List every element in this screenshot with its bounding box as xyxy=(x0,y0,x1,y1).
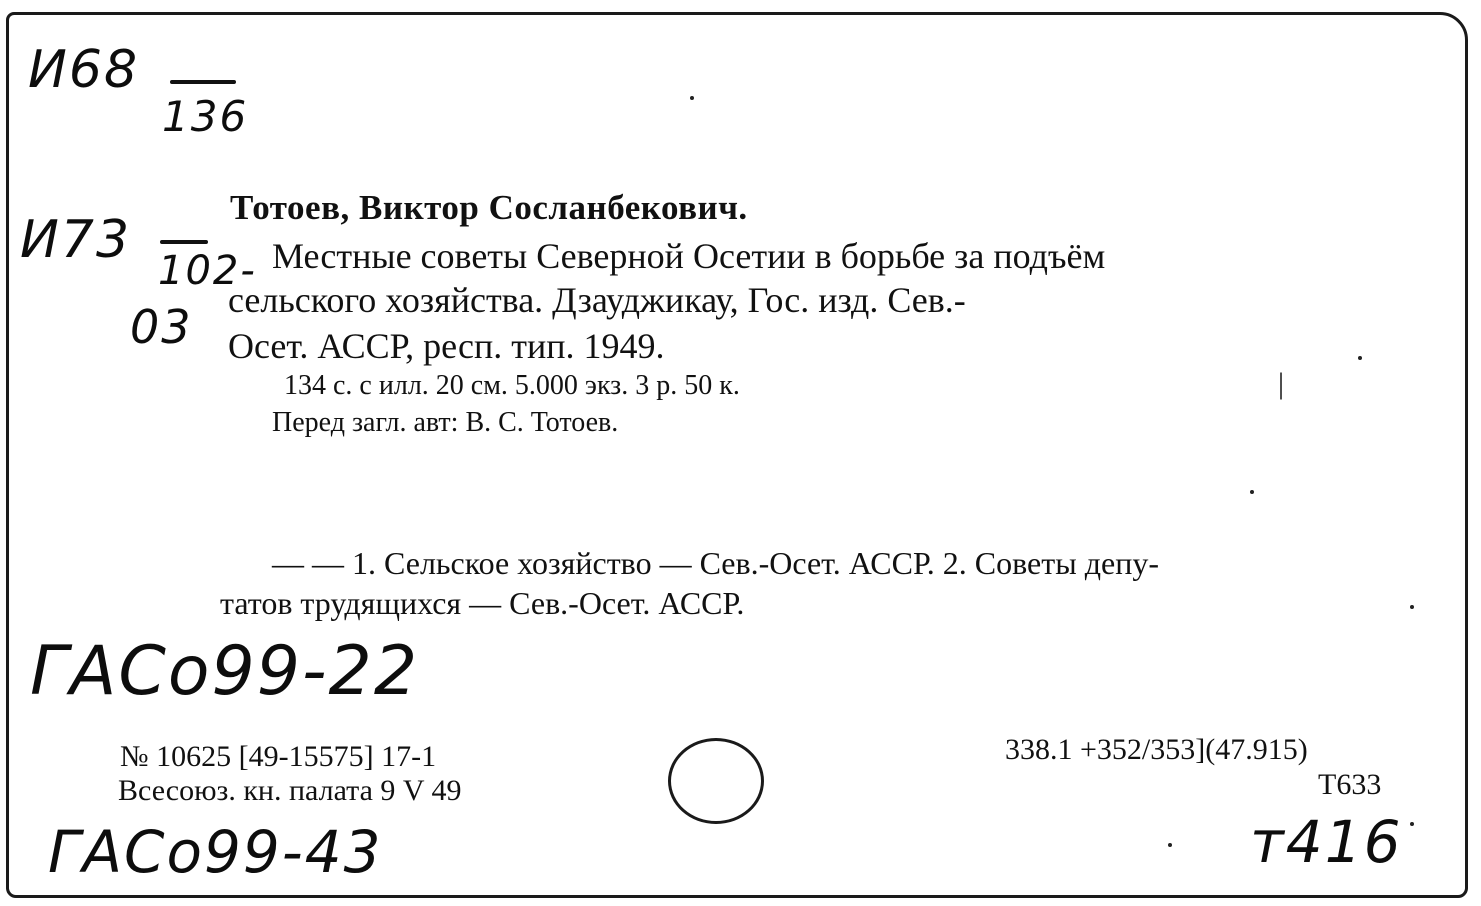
author-mark: Т633 xyxy=(1318,768,1382,801)
handwritten-inventory-number: т416 xyxy=(1250,808,1403,876)
tick-mark: | xyxy=(1278,367,1285,400)
book-chamber-line: Всесоюз. кн. палата 9 V 49 xyxy=(118,774,462,807)
stamp-circle xyxy=(668,738,764,824)
shelf-mark-2-rule xyxy=(160,240,208,244)
handwritten-shelf-mark-2-bottom: 102- xyxy=(158,248,257,294)
scan-speck xyxy=(1410,822,1414,826)
handwritten-shelf-mark-1-bottom: 136 xyxy=(162,92,249,141)
handwritten-fund-note-1: ГАСо99-22 xyxy=(30,632,420,711)
classification-index: 338.1 +352/353](47.915) xyxy=(1005,733,1308,766)
subject-headings-line-2: татов трудящихся — Сев.-Осет. АССР. xyxy=(220,585,745,621)
scan-speck xyxy=(1410,605,1414,609)
scan-speck xyxy=(1358,356,1362,360)
handwritten-shelf-mark-2-extra: 03 xyxy=(130,300,193,354)
author-heading: Тотоев, Виктор Сосланбекович. xyxy=(230,188,748,227)
registration-number: № 10625 [49-15575] 17-1 xyxy=(120,740,437,773)
scan-speck xyxy=(690,96,694,100)
scan-speck xyxy=(1168,843,1172,847)
shelf-mark-1-rule xyxy=(170,80,236,84)
handwritten-fund-note-2: ГАСо99-43 xyxy=(48,818,383,886)
scan-speck xyxy=(1250,490,1254,494)
subject-headings-line-1: — — 1. Сельское хозяйство — Сев.-Осет. АССР. 2. Советы депу- xyxy=(272,545,1159,581)
title-line-1: Местные советы Северной Осетии в борьбе за подъём xyxy=(272,236,1106,276)
handwritten-shelf-mark-1: И68 xyxy=(28,40,140,100)
title-line-3: Осет. АССР, респ. тип. 1949. xyxy=(228,326,665,366)
title-line-2: сельского хозяйства. Дзауджикау, Гос. изд. Сев.- xyxy=(228,280,966,320)
physical-description: 134 с. с илл. 20 см. 5.000 экз. 3 р. 50 к. xyxy=(284,370,740,401)
author-note: Перед загл. авт: В. С. Тотоев. xyxy=(272,407,619,438)
handwritten-shelf-mark-2: И73 xyxy=(20,210,132,270)
